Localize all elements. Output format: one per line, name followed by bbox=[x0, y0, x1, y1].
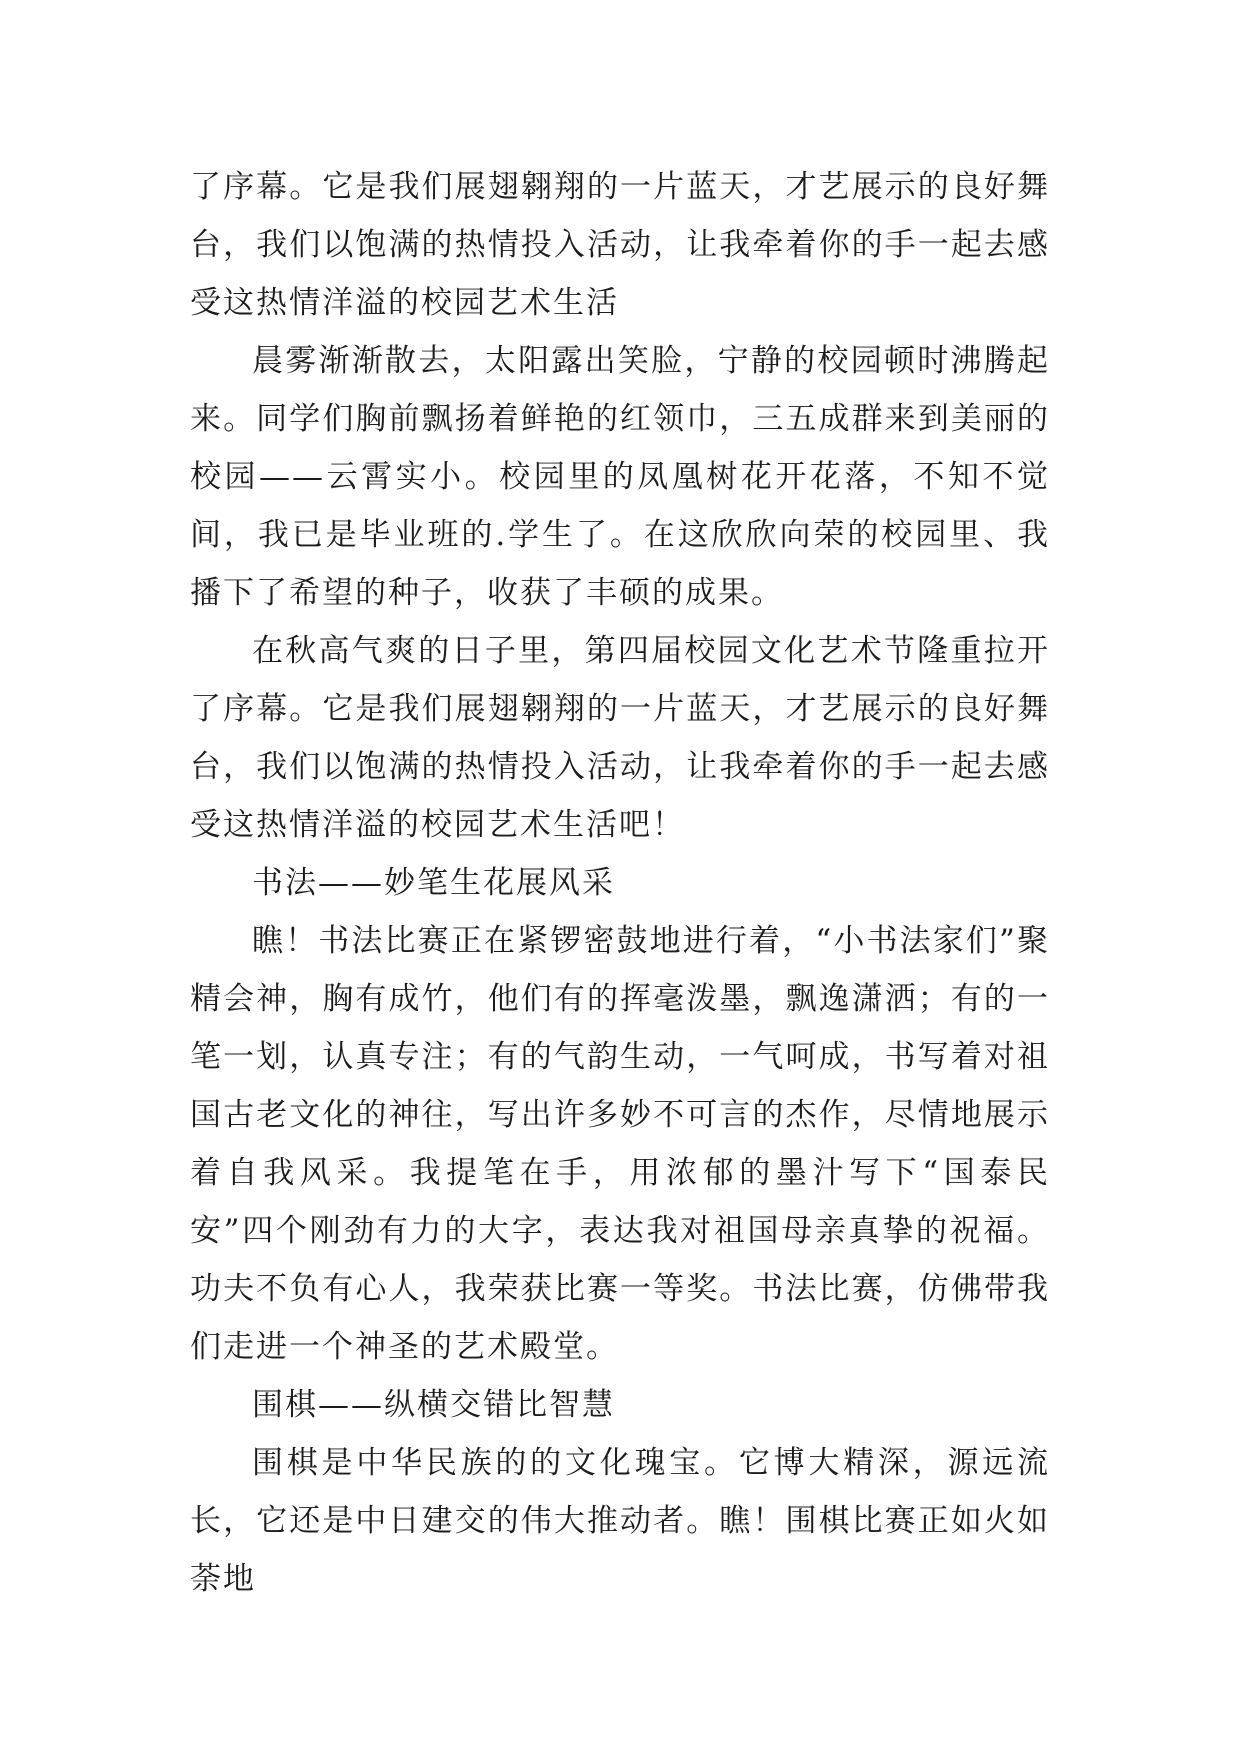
paragraph-go: 围棋是中华民族的的文化瑰宝。它博大精深，源远流长，它还是中日建交的伟大推动者。瞧！围棋比赛正如火如荼地 bbox=[190, 1445, 1050, 1597]
paragraph-morning-campus: 晨雾渐渐散去，太阳露出笑脸，宁静的校园顿时沸腾起来。同学们胸前飘扬着鲜艳的红领巾，三五成群来到美丽的校园——云霄实小。校园里的凤凰树花开花落，不知不觉间，我已是毕业班的.学生了。在这欣欣向荣的校园里、我播下了希望的种子，收获了丰硕的成果。 bbox=[190, 343, 1050, 611]
document-body bbox=[190, 158, 1050, 1608]
paragraph-art-festival: 在秋高气爽的日子里，第四届校园文化艺术节隆重拉开了序幕。它是我们展翅翱翔的一片蓝天，才艺展示的良好舞台，我们以饱满的热情投入活动，让我牵着你的手一起去感受这热情洋溢的校园艺术生活吧！ bbox=[190, 633, 1050, 843]
section-heading-calligraphy: 书法——妙笔生花展风采 bbox=[252, 865, 615, 901]
section-heading-go: 围棋——纵横交错比智慧 bbox=[252, 1387, 615, 1423]
paragraph-continuation: 了序幕。它是我们展翅翱翔的一片蓝天，才艺展示的良好舞台，我们以饱满的热情投入活动，让我牵着你的手一起去感受这热情洋溢的校园艺术生活 bbox=[190, 169, 1050, 321]
paragraph-calligraphy: 瞧！书法比赛正在紧锣密鼓地进行着，“小书法家们”聚精会神，胸有成竹，他们有的挥毫泼墨，飘逸潇洒；有的一笔一划，认真专注；有的气韵生动，一气呵成，书写着对祖国古老文化的神往，写出许多妙不可言的杰作，尽情地展示着自我风采。我提笔在手，用浓郁的墨汁写下“国泰民安”四个刚劲有力的大字，表达我对祖国母亲真挚的祝福。功夫不负有心人，我荣获比赛一等奖。书法比赛，仿佛带我们走进一个神圣的艺术殿堂。 bbox=[190, 923, 1050, 1365]
